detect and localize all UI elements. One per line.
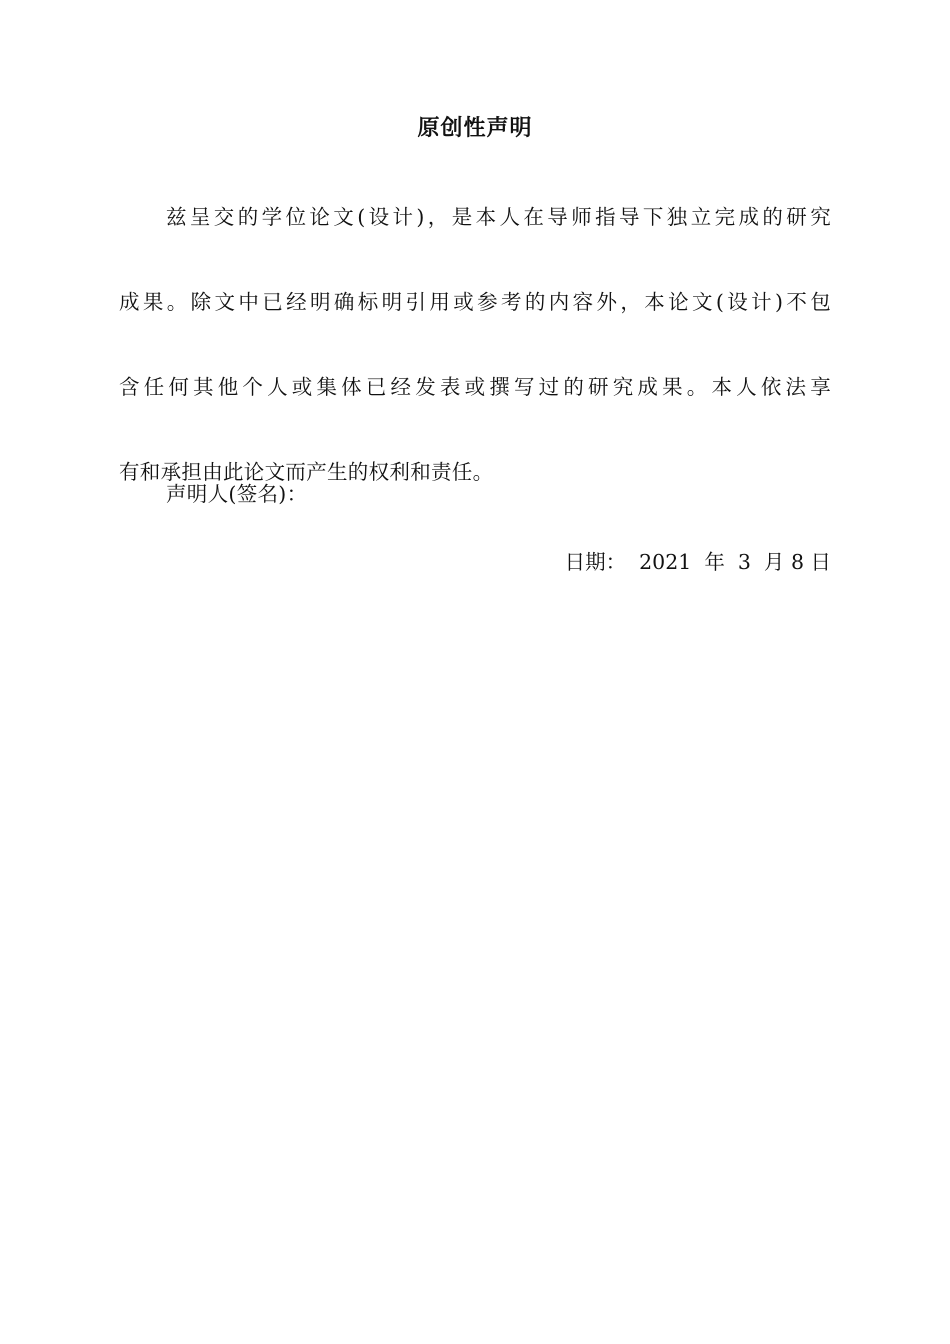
paragraph-line: 含任何其他个人或集体已经发表或撰写过的研究成果。本人依法享 (119, 375, 831, 399)
declaration-date: 日期： 2021 年 3 月 8 日 (564, 550, 831, 574)
paragraph-line: 成果。除文中已经明确标明引用或参考的内容外，本论文(设计)不包 (119, 290, 831, 314)
declaration-paragraph (119, 175, 831, 515)
paragraph-line: 有和承担由此论文而产生的权利和责任。 (119, 460, 494, 484)
page-title: 原创性声明 (417, 115, 533, 141)
signer-label: 声明人(签名)： (166, 482, 308, 506)
paragraph-line: 兹呈交的学位论文(设计)，是本人在导师指导下独立完成的研究 (166, 205, 831, 229)
